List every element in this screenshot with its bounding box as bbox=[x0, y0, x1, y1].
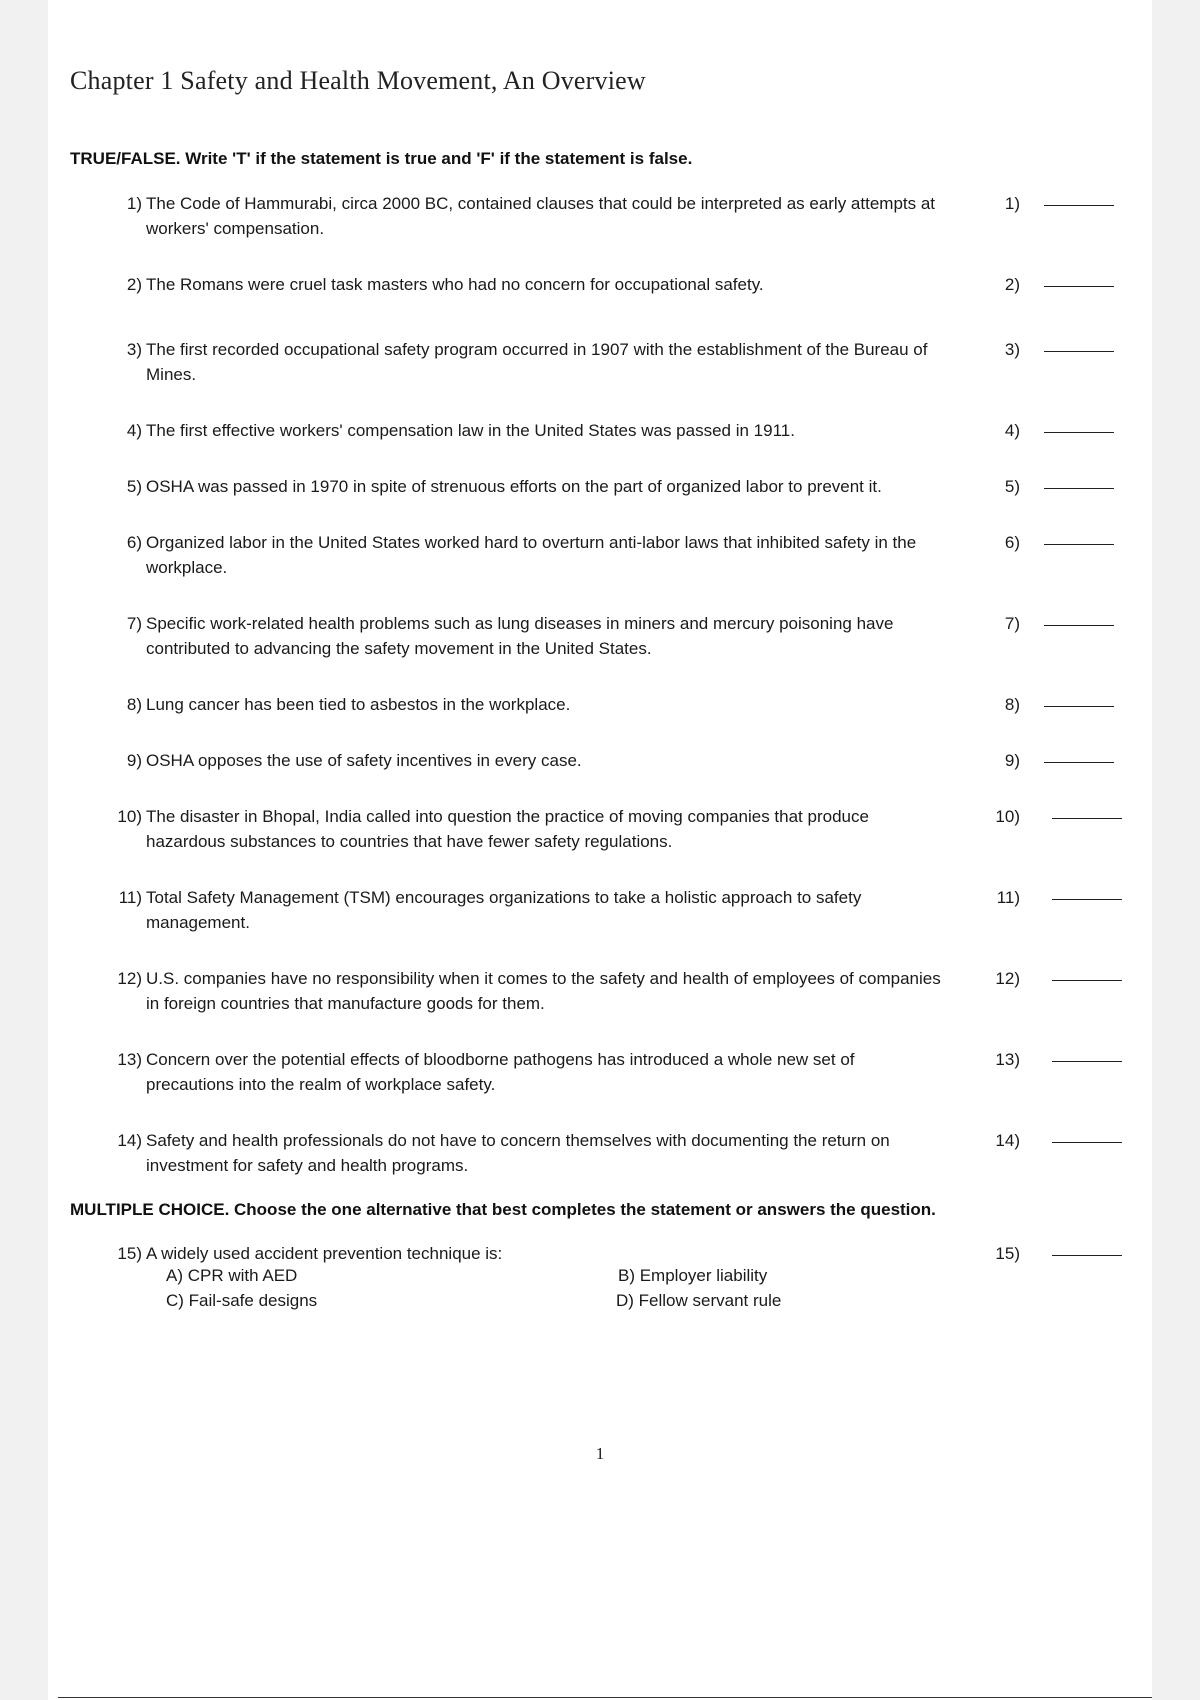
question-text: Organized labor in the United States worked hard to overturn anti-labor laws that inhibited safety in the workplace. bbox=[146, 533, 917, 577]
answer-number: 3) bbox=[1004, 340, 1020, 359]
answer-number: 13) bbox=[995, 1050, 1020, 1069]
question-number: 2) bbox=[126, 275, 142, 294]
answer-blank[interactable] bbox=[1052, 1142, 1122, 1143]
question-number: 12) bbox=[117, 969, 142, 988]
question-text: Total Safety Management (TSM) encourages organizations to take a holistic approach to safety management. bbox=[146, 888, 862, 932]
option-b: B) Employer liability bbox=[618, 1266, 768, 1285]
answer-blank[interactable] bbox=[1052, 818, 1122, 819]
question-text: The Romans were cruel task masters who had no concern for occupational safety. bbox=[146, 275, 764, 294]
answer-blank[interactable] bbox=[1044, 205, 1114, 206]
answer-blank[interactable] bbox=[1044, 706, 1114, 707]
question-number: 14) bbox=[117, 1131, 142, 1150]
answer-number: 7) bbox=[1004, 614, 1020, 633]
page-number: 1 bbox=[595, 1444, 605, 1463]
question-number: 10) bbox=[117, 807, 142, 826]
question-number: 7) bbox=[126, 614, 142, 633]
answer-blank[interactable] bbox=[1052, 980, 1122, 981]
answer-number: 10) bbox=[995, 807, 1020, 826]
question-number: 5) bbox=[126, 477, 142, 496]
answer-number: 14) bbox=[995, 1131, 1020, 1150]
answer-number: 6) bbox=[1004, 533, 1020, 552]
answer-number: 11) bbox=[996, 888, 1020, 907]
question-text: Concern over the potential effects of bloodborne pathogens has introduced a whole new set of precautions into the realm of workplace safety. bbox=[146, 1050, 855, 1094]
true-false-heading: TRUE/FALSE. Write 'T' if the statement is true and 'F' if the statement is false. bbox=[70, 149, 693, 168]
question-text: Lung cancer has been tied to asbestos in the workplace. bbox=[146, 695, 571, 714]
answer-blank[interactable] bbox=[1052, 1255, 1122, 1256]
answer-blank[interactable] bbox=[1044, 351, 1114, 352]
answer-blank[interactable] bbox=[1044, 762, 1114, 763]
multiple-choice-heading: MULTIPLE CHOICE. Choose the one alternative that best completes the statement or answers the question. bbox=[70, 1200, 936, 1219]
question-number: 8) bbox=[126, 695, 142, 714]
question-text: The Code of Hammurabi, circa 2000 BC, contained clauses that could be interpreted as early attempts at workers' compensation. bbox=[146, 194, 936, 238]
question-text: OSHA was passed in 1970 in spite of strenuous efforts on the part of organized labor to prevent it. bbox=[146, 477, 882, 496]
question-text: Specific work-related health problems such as lung diseases in miners and mercury poisoning have contributed to advancing the safety movement in the United States. bbox=[146, 614, 894, 658]
option-d: D) Fellow servant rule bbox=[616, 1291, 782, 1310]
option-a: A) CPR with AED bbox=[166, 1266, 298, 1285]
question-number: 3) bbox=[126, 340, 142, 359]
question-number: 9) bbox=[126, 751, 142, 770]
answer-blank[interactable] bbox=[1052, 899, 1122, 900]
answer-number: 8) bbox=[1004, 695, 1020, 714]
answer-number: 1) bbox=[1004, 194, 1020, 213]
question-number: 4) bbox=[126, 421, 142, 440]
question-text: The first recorded occupational safety program occurred in 1907 with the establishment of the Bureau of Mines. bbox=[146, 340, 928, 384]
bottom-rule bbox=[58, 1697, 1152, 1698]
question-number: 11) bbox=[118, 888, 142, 907]
question-text: The disaster in Bhopal, India called into question the practice of moving companies that produce hazardous substances to countries that have fewer safety regulations. bbox=[146, 807, 869, 851]
answer-blank[interactable] bbox=[1044, 625, 1114, 626]
answer-number: 5) bbox=[1004, 477, 1020, 496]
answer-number: 12) bbox=[995, 969, 1020, 988]
question-number: 1) bbox=[126, 194, 142, 213]
answer-blank[interactable] bbox=[1044, 544, 1114, 545]
answer-blank[interactable] bbox=[1044, 488, 1114, 489]
answer-number: 9) bbox=[1004, 751, 1020, 770]
document-page bbox=[48, 0, 1152, 1700]
answer-number: 4) bbox=[1004, 421, 1020, 440]
question-text: U.S. companies have no responsibility when it comes to the safety and health of employees of companies in foreign countries that manufacture goods for them. bbox=[146, 969, 941, 1013]
question-text: OSHA opposes the use of safety incentives in every case. bbox=[146, 751, 582, 770]
answer-blank[interactable] bbox=[1044, 286, 1114, 287]
question-number: 15) bbox=[117, 1244, 142, 1263]
question-number: 13) bbox=[117, 1050, 142, 1069]
page-title: Chapter 1 Safety and Health Movement, An Overview bbox=[70, 66, 646, 95]
question-text: The first effective workers' compensation law in the United States was passed in 1911. bbox=[146, 421, 795, 440]
answer-number: 2) bbox=[1004, 275, 1020, 294]
answer-number: 15) bbox=[995, 1244, 1020, 1263]
option-c: C) Fail-safe designs bbox=[166, 1291, 318, 1310]
question-number: 6) bbox=[126, 533, 142, 552]
question-text: Safety and health professionals do not have to concern themselves with documenting the return on investment for safety and health programs. bbox=[146, 1131, 890, 1175]
answer-blank[interactable] bbox=[1052, 1061, 1122, 1062]
question-text: A widely used accident prevention technique is: bbox=[146, 1244, 503, 1263]
answer-blank[interactable] bbox=[1044, 432, 1114, 433]
